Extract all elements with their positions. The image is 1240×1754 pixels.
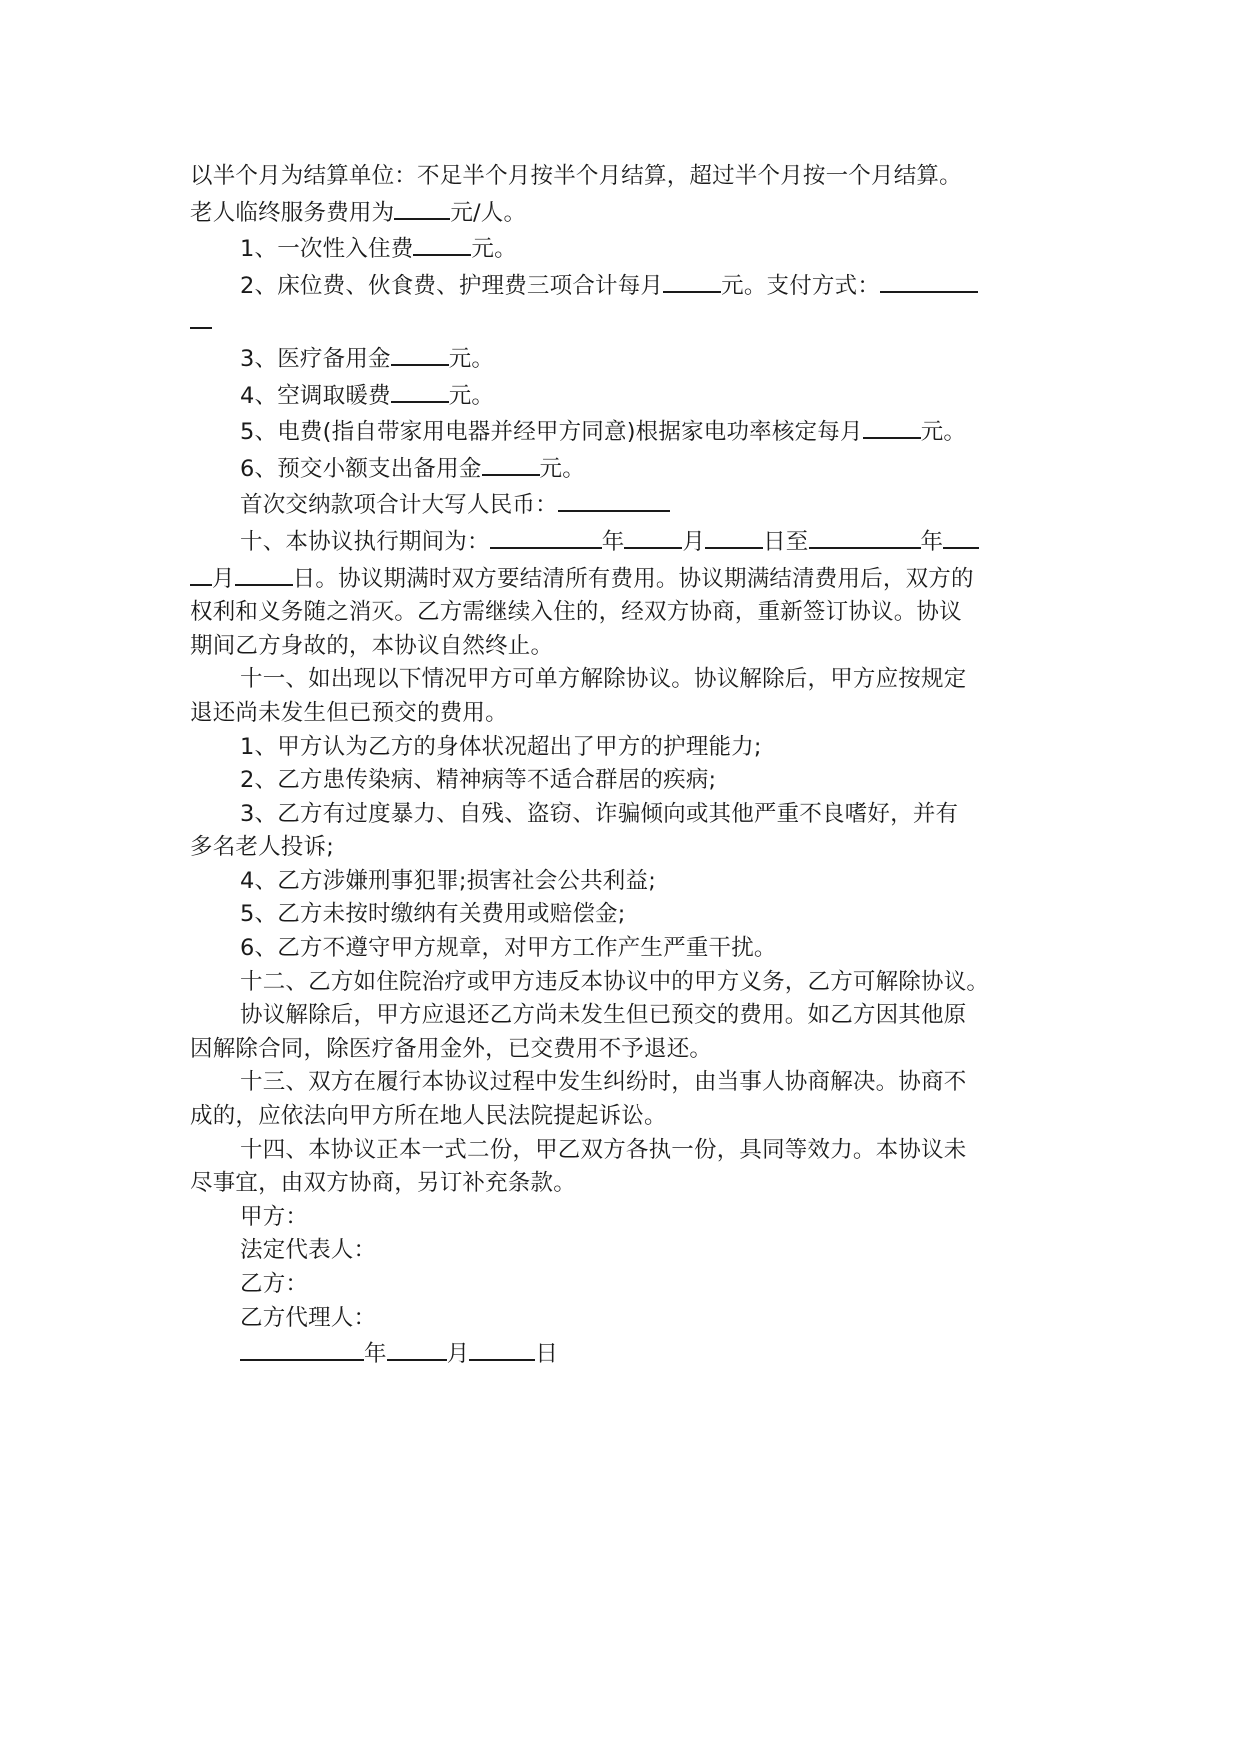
monthly-fee-line: 2、床位费、伙食费、护理费三项合计每月 元。支付方式：	[190, 267, 1070, 304]
signing-day-blank[interactable]	[469, 1335, 535, 1361]
signing-month-blank[interactable]	[387, 1335, 447, 1361]
petty-cash-blank[interactable]	[482, 450, 540, 476]
petty-cash-line: 6、预交小额支出备用金 元。	[190, 450, 1070, 487]
clause-12-line-3: 因解除合同，除医疗备用金外，已交费用不予退还。	[190, 1035, 713, 1062]
ac-heating-fee-line: 4、空调取暖费 元。	[190, 377, 1070, 414]
party-b-agent-signature: 乙方代理人：	[240, 1304, 377, 1331]
start-year-blank[interactable]	[490, 523, 602, 549]
start-month-blank[interactable]	[624, 523, 682, 549]
end-month-blank[interactable]	[943, 523, 979, 549]
clause-14-line-2: 尽事宜，由双方协商，另订补充条款。	[190, 1170, 576, 1197]
clause-14-line: 十四、本协议正本一式二份，甲乙双方各执一份，具同等效力。本协议未	[240, 1136, 967, 1163]
clause-11-line: 十一、如出现以下情况甲方可单方解除协议。协议解除后，甲方应按规定	[240, 666, 967, 693]
end-month-blank-cont[interactable]	[190, 560, 212, 586]
clause-11-line-2: 退还尚未发生但已预交的费用。	[190, 699, 508, 726]
monthly-fee-blank[interactable]	[663, 267, 721, 293]
admission-fee-line: 1、一次性入住费 元。	[190, 230, 1070, 267]
ac-heating-fee-blank[interactable]	[391, 377, 449, 403]
clause-12-line-2: 协议解除后，甲方应退还乙方尚未发生但已预交的费用。如乙方因其他原	[240, 1002, 967, 1029]
payment-method-continuation	[190, 303, 1070, 340]
clause-11-item-5: 5、乙方未按时缴纳有关费用或赔偿金;	[240, 901, 626, 928]
clause-11-item-1: 1、甲方认为乙方的身体状况超出了甲方的护理能力;	[240, 733, 762, 760]
clause-13-line: 十三、双方在履行本协议过程中发生纠纷时，由当事人协商解决。协商不	[240, 1069, 967, 1096]
party-a-signature: 甲方：	[240, 1203, 309, 1230]
term-clause-line-3: 权利和义务随之消灭。乙方需继续入住的，经双方协商，重新签订协议。协议	[190, 599, 962, 626]
clause-11-item-3: 3、乙方有过度暴力、自残、盗窃、诈骗倾向或其他严重不良嗜好，并有	[240, 800, 959, 827]
end-day-blank[interactable]	[235, 560, 293, 586]
signing-date-line: 年 月 日	[190, 1335, 1070, 1372]
first-payment-total-line: 首次交纳款项合计大写人民币：	[190, 486, 1070, 523]
electricity-fee-blank[interactable]	[863, 413, 921, 439]
party-b-signature: 乙方：	[240, 1271, 309, 1297]
medical-reserve-blank[interactable]	[391, 340, 449, 366]
end-year-blank[interactable]	[809, 523, 921, 549]
payment-method-blank[interactable]	[880, 267, 978, 293]
terminal-care-fee-line: 老人临终服务费用为 元/人。	[190, 194, 1070, 231]
term-clause-line: 十、本协议执行期间为： 年 月 日至 年	[190, 523, 1070, 560]
legal-representative-signature: 法定代表人：	[240, 1237, 377, 1264]
clause-11-item-2: 2、乙方患传染病、精神病等不适合群居的疾病;	[240, 767, 717, 794]
payment-method-blank-cont[interactable]	[190, 303, 212, 329]
signing-year-blank[interactable]	[240, 1335, 364, 1361]
clause-11-item-3-cont: 多名老人投诉;	[190, 834, 334, 861]
term-clause-line-4: 期间乙方身故的，本协议自然终止。	[190, 632, 554, 659]
medical-reserve-line: 3、医疗备用金 元。	[190, 340, 1070, 377]
clause-12-line: 十二、乙方如住院治疗或甲方违反本协议中的甲方义务，乙方可解除协议。	[240, 968, 990, 995]
clause-13-line-2: 成的，应依法向甲方所在地人民法院提起诉讼。	[190, 1103, 667, 1130]
clause-11-item-4: 4、乙方涉嫌刑事犯罪;损害社会公共利益;	[240, 867, 656, 894]
settlement-unit-line: 以半个月为结算单位：不足半个月按半个月结算，超过半个月按一个月结算。	[190, 163, 962, 189]
term-clause-line-2: 月 日。协议期满时双方要结清所有费用。协议期满结清费用后，双方的	[190, 560, 1070, 597]
clause-11-item-6: 6、乙方不遵守甲方规章，对甲方工作产生严重干扰。	[240, 935, 777, 962]
electricity-fee-line: 5、电费(指自带家用电器并经甲方同意)根据家电功率核定每月 元。	[190, 413, 1070, 450]
admission-fee-blank[interactable]	[413, 230, 471, 256]
start-day-blank[interactable]	[705, 523, 763, 549]
first-payment-total-blank[interactable]	[558, 486, 670, 512]
terminal-care-fee-blank[interactable]	[394, 194, 450, 220]
document-body	[190, 160, 1070, 1372]
